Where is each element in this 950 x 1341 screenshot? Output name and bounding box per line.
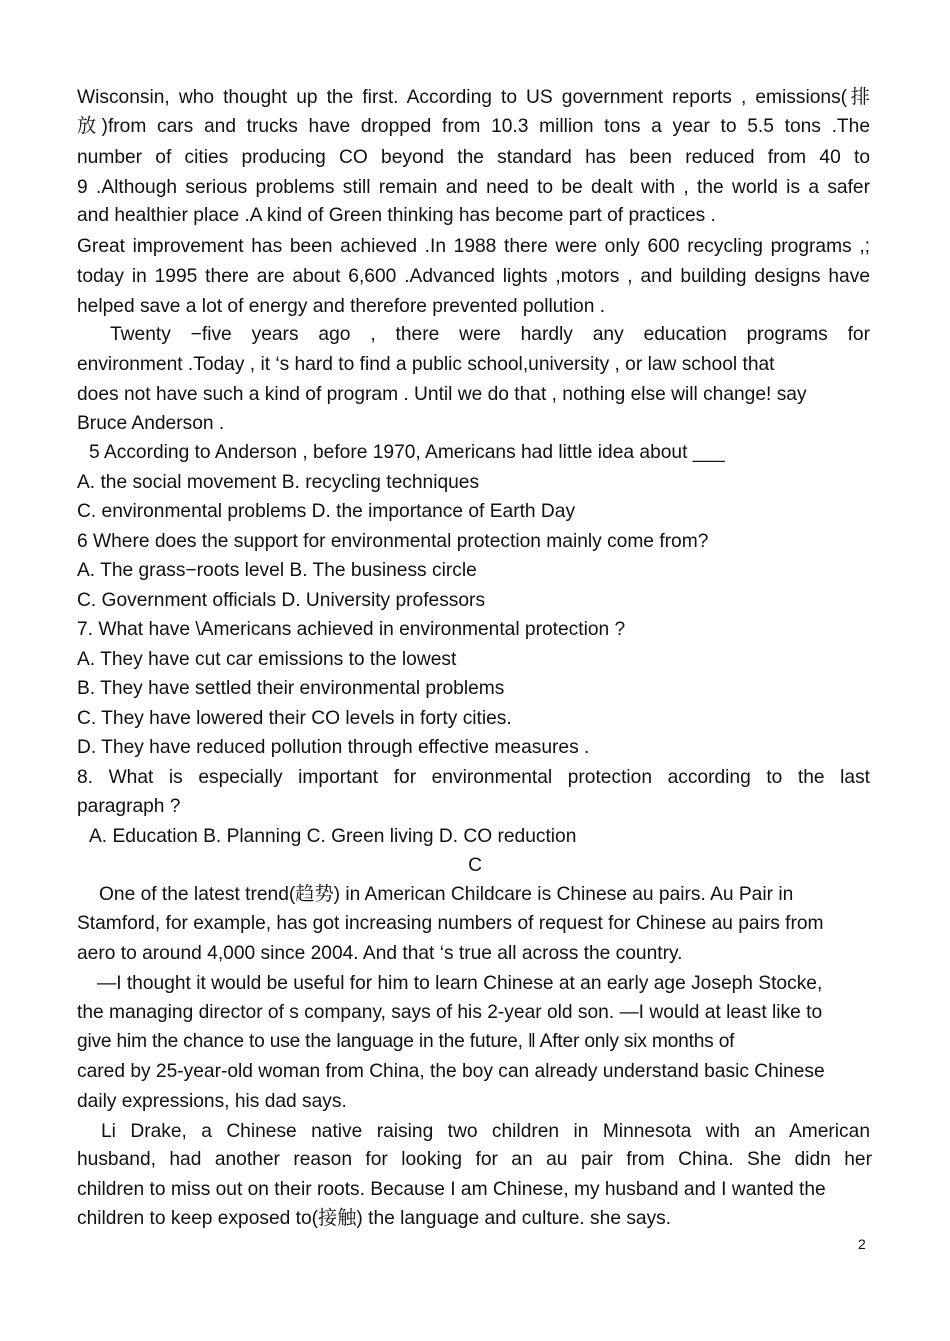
passage-b-line-3: number of cities producing CO beyond the standard has been reduced from 40 to [77,147,870,168]
question-7-option-c: C. They have lowered their CO levels in forty cities. [77,708,512,729]
passage-b-line-12: Bruce Anderson . [77,413,225,434]
question-5-options-ab: A. the social movement B. recycling techniques [77,472,480,493]
passage-c-line-3: aero to around 4,000 since 2004. And that ‘s true all across the country. [77,943,683,964]
passage-c-line-10: husband, had another reason for looking for an au pair from China. She didn her [77,1149,872,1170]
passage-b-line-1: Wisconsin, who thought up the first. According to US government reports , emissions(排 [77,87,870,108]
passage-c-line-12: children to keep exposed to(接触) the language and culture. she says. [77,1208,672,1229]
question-6-options-ab: A. The grass−roots level B. The business circle [77,560,477,581]
question-7-stem: 7. What have \Americans achieved in environmental protection ? [77,619,626,640]
question-7-option-a: A. They have cut car emissions to the lowest [77,649,457,670]
passage-c-line-6: give him the chance to use the language in the future, ‖ After only six months of [77,1031,735,1052]
passage-c-line-5: the managing director of s company, says of his 2-year old son. —I would at least like to [77,1002,823,1023]
page-number: 2 [858,1236,866,1252]
question-6-options-cd: C. Government officials D. University professors [77,590,486,611]
passage-b-line-6: Great improvement has been achieved .In 1988 there were only 600 recycling programs ,; [77,236,870,257]
question-7-option-d: D. They have reduced pollution through effective measures . [77,737,590,758]
question-8-stem-line-2: paragraph ? [77,796,181,817]
question-5-options-cd: C. environmental problems D. the importance of Earth Day [77,501,576,522]
passage-b-line-7: today in 1995 there are about 6,600 .Advanced lights ,motors , and building designs have [77,266,870,287]
passage-c-line-9: Li Drake, a Chinese native raising two children in Minnesota with an American [101,1121,870,1142]
question-7-option-b: B. They have settled their environmental problems [77,678,505,699]
passage-c-heading: C [468,855,482,876]
passage-b-line-8: helped save a lot of energy and therefore prevented pollution . [77,296,606,317]
passage-c-line-1: One of the latest trend(趋势) in American Childcare is Chinese au pairs. Au Pair in [99,884,794,905]
passage-b-line-4: 9 .Although serious problems still remain and need to be dealt with , the world is a safer [77,177,870,198]
question-6-stem: 6 Where does the support for environmental protection mainly come from? [77,531,709,552]
passage-c-line-2: Stamford, for example, has got increasing numbers of request for Chinese au pairs from [77,913,824,934]
passage-b-line-10: environment .Today , it ‘s hard to find a public school,university , or law school that [77,354,775,375]
passage-b-line-2: 放)from cars and trucks have dropped from 10.3 million tons a year to 5.5 tons .The [77,116,870,137]
passage-b-line-11: does not have such a kind of program . Until we do that , nothing else will change! say [77,384,807,405]
passage-b-line-5: and healthier place .A kind of Green thinking has become part of practices . [77,205,716,226]
question-8-options: A. Education B. Planning C. Green living D. CO reduction [89,826,577,847]
question-5-stem: 5 According to Anderson , before 1970, Americans had little idea about ___ [89,442,725,463]
passage-b-line-9: Twenty −five years ago , there were hardly any education programs for [110,324,870,345]
passage-c-line-11: children to miss out on their roots. Because I am Chinese, my husband and I wanted the [77,1179,826,1200]
passage-c-line-4: —I thought it would be useful for him to learn Chinese at an early age Joseph Stocke, [97,973,823,994]
passage-c-line-8: daily expressions, his dad says. [77,1091,347,1112]
question-8-stem-line-1: 8. What is especially important for environmental protection according to the last [77,767,870,788]
passage-c-line-7: cared by 25-year-old woman from China, the boy can already understand basic Chinese [77,1061,825,1082]
